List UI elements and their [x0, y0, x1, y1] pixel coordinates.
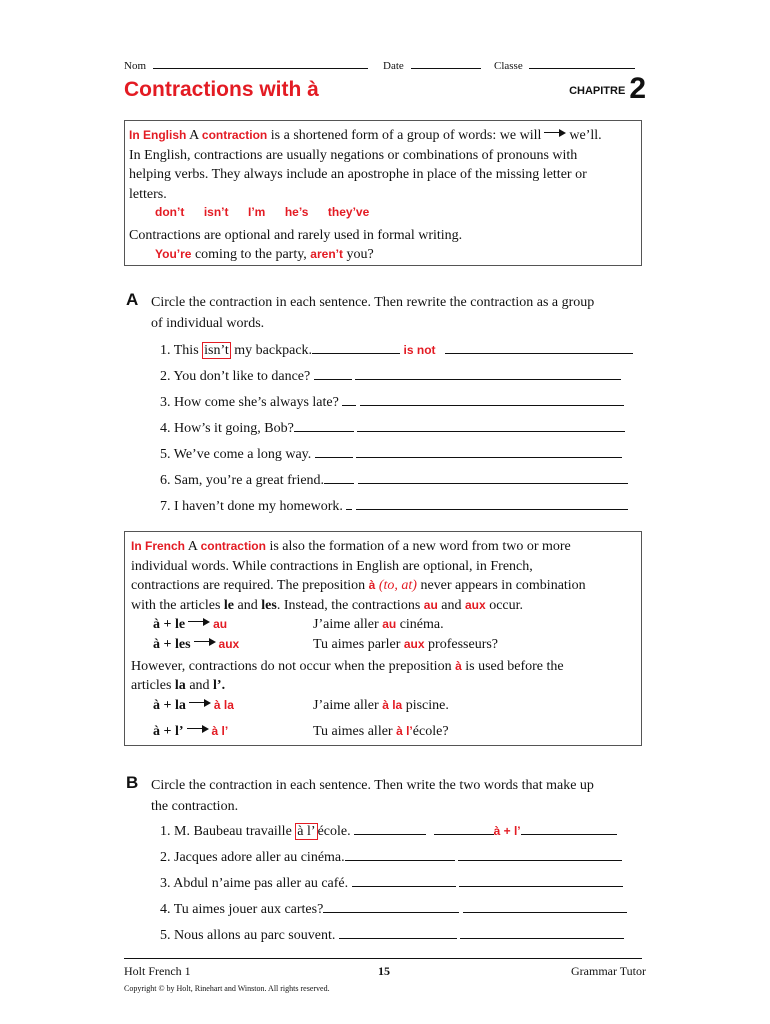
question-text: 4. Tu aimes jouer aux cartes? [160, 902, 324, 917]
text: J’aime aller [313, 697, 379, 713]
question-text: 3. How come she’s always late? [160, 395, 339, 410]
contraction-aux: aux [465, 597, 486, 612]
arrow-icon [189, 699, 211, 707]
french-line-3 [131, 576, 635, 596]
article-le: le [223, 597, 235, 613]
question-b5 [160, 924, 624, 944]
arrow-icon [194, 638, 216, 646]
question-text: 2. You don’t like to dance? [160, 369, 311, 384]
rule-example [313, 722, 449, 742]
question-text: 2. Jacques adore aller au cinéma. [160, 850, 345, 865]
question-a5 [160, 443, 622, 463]
answer-line[interactable] [345, 846, 455, 861]
french-text1: is also the formation of a new word from two or more [269, 539, 571, 554]
example-youre: You’re [155, 247, 192, 261]
answer-line[interactable] [346, 495, 352, 510]
rule-row-2 [131, 635, 635, 657]
class-line[interactable] [529, 54, 635, 69]
section-b-instr-1: Circle the contraction in each sentence. Then write the two words that make up [151, 778, 594, 793]
copyright: Copyright © by Holt, Rinehart and Winston. All rights reserved. [124, 984, 330, 993]
question-text: 6. Sam, you’re a great friend. [160, 473, 325, 488]
section-a-instructions [151, 292, 594, 334]
text: and [237, 597, 258, 613]
text: However, contractions do not occur when the preposition [131, 658, 452, 674]
text: piscine. [405, 697, 449, 713]
example-word: he’s [284, 205, 309, 219]
answer-line[interactable] [360, 391, 624, 406]
answer-line[interactable] [357, 417, 625, 432]
french-label: In French [131, 539, 186, 553]
question-b1 [160, 820, 617, 840]
rule-left [153, 696, 234, 716]
example-end: you? [346, 247, 374, 262]
answer-line[interactable] [324, 469, 354, 484]
chapter-label: CHAPITRE [569, 85, 626, 97]
rule-result: au [213, 617, 228, 631]
english-example-sentence [129, 245, 637, 265]
question-b3 [160, 872, 623, 892]
preposition-gloss: (to, at) [378, 578, 417, 593]
french-line-5 [131, 657, 635, 677]
answer-line[interactable] [355, 365, 621, 380]
rule-formula: à + les [153, 636, 191, 652]
answer-line[interactable] [445, 339, 633, 354]
question-text: 5. We’ve come a long way. [160, 447, 312, 462]
class-field [494, 54, 635, 72]
article-les: les [261, 597, 277, 613]
question-text: 7. I haven’t done my homework. [160, 499, 343, 514]
english-info-box [124, 120, 642, 266]
rule-row-4 [131, 722, 635, 742]
french-line-6: articles la and l’. [131, 678, 226, 693]
english-line-1 [129, 126, 637, 146]
french-info-box [124, 531, 642, 746]
question-text: école. [317, 824, 351, 839]
text: is used before the [465, 658, 564, 674]
section-b-instr-2: the contraction. [151, 799, 239, 814]
answer-line[interactable] [315, 443, 353, 458]
answer-line[interactable] [342, 391, 356, 406]
answer-line[interactable] [312, 339, 400, 354]
highlight: aux [403, 636, 425, 651]
english-label: In English [129, 128, 187, 142]
rule-formula: à + l’ [153, 723, 184, 739]
preposition: à [455, 658, 462, 673]
circled-contraction[interactable]: isn’t [204, 343, 229, 358]
text: J’aime aller [313, 617, 379, 632]
question-text: my backpack. [234, 343, 313, 358]
answer-line[interactable] [521, 820, 617, 835]
text: . Instead, the contractions [276, 597, 421, 613]
answer-line[interactable] [358, 469, 628, 484]
text: and [189, 678, 210, 693]
highlight: à l’ [396, 723, 413, 738]
rule-result: aux [218, 636, 240, 651]
date-label: Date [383, 60, 404, 72]
arrow-icon [544, 129, 566, 137]
article-l: l’ [213, 678, 222, 693]
page-number: 15 [378, 964, 390, 978]
french-line-1 [131, 537, 635, 557]
footer-book: Holt French 1 [124, 964, 191, 978]
rule-formula: à + la [153, 697, 186, 713]
article-la: la [174, 678, 186, 693]
text: with the articles [131, 597, 221, 613]
english-text1: is a shortened form of a group of words: we will [270, 128, 542, 143]
answer-text: à + l’ [493, 824, 521, 838]
highlight: au [382, 617, 397, 631]
footer-title: Grammar Tutor [571, 964, 646, 978]
text: cinéma. [399, 617, 444, 632]
text: contractions are required. The preposition [131, 578, 366, 593]
answer-line[interactable] [460, 924, 624, 939]
answer-line[interactable] [352, 872, 456, 887]
section-a-letter: A [126, 290, 139, 309]
section-b-instructions [151, 775, 594, 817]
french-term: contraction [200, 539, 266, 553]
class-label: Classe [494, 60, 523, 72]
rule-row-1 [131, 615, 635, 635]
chapter-number: 2 [629, 72, 646, 105]
page-title: Contractions with à [124, 78, 319, 101]
answer-line[interactable] [459, 872, 623, 887]
preposition: à [368, 578, 376, 592]
section-a-instr-1: Circle the contraction in each sentence. Then rewrite the contraction as a group [151, 295, 595, 310]
example-arent: aren’t [310, 247, 343, 261]
english-text1-end: we’ll. [569, 128, 602, 143]
answer-line[interactable] [323, 898, 459, 913]
answer-line[interactable] [354, 820, 426, 835]
text: never appears in combination [420, 578, 586, 593]
text: école? [412, 723, 449, 739]
rule-left [153, 722, 228, 742]
rule-example [313, 635, 498, 655]
name-field [124, 54, 368, 72]
date-field [383, 54, 481, 72]
example-word: they’ve [327, 205, 370, 219]
text: professeurs? [428, 636, 499, 652]
question-a2 [160, 365, 621, 385]
highlight: à la [382, 697, 403, 712]
question-b4 [160, 898, 627, 918]
answer-line[interactable] [294, 417, 354, 432]
example-mid: coming to the party, [194, 247, 307, 262]
chapter-heading [569, 72, 646, 106]
name-label: Nom [124, 60, 146, 72]
answer-line[interactable] [434, 820, 494, 835]
name-line[interactable] [153, 54, 368, 69]
text: Tu aimes parler [313, 636, 401, 652]
answer-line[interactable] [463, 898, 627, 913]
answer-line[interactable] [339, 924, 457, 939]
question-text: 1. M. Baubeau travaille [160, 824, 292, 839]
question-text: 3. Abdul n’aime pas aller au café. [160, 876, 349, 891]
question-text: 1. This [160, 343, 199, 358]
rule-row-3 [131, 696, 635, 722]
question-a4 [160, 417, 625, 437]
question-a1 [160, 339, 633, 359]
french-a: A [187, 539, 198, 554]
rule-formula: à + le [153, 617, 186, 632]
answer-line[interactable] [356, 495, 628, 510]
english-line-4: letters. [129, 186, 167, 202]
example-word: isn’t [203, 205, 229, 219]
rule-example [313, 615, 444, 635]
english-term: contraction [201, 128, 268, 142]
footer-rule [124, 958, 642, 959]
answer-line[interactable] [356, 443, 622, 458]
text: Tu aimes aller [313, 723, 393, 739]
section-b-letter: B [126, 773, 139, 792]
contraction-au: au [423, 597, 438, 612]
question-text: 4. How’s it going, Bob? [160, 421, 294, 436]
french-line-4 [131, 596, 635, 616]
english-a: A [189, 128, 199, 143]
rule-example [313, 696, 449, 716]
rule-left [153, 615, 227, 635]
question-a3 [160, 391, 624, 411]
english-line-3: helping verbs. They always include an apostrophe in place of the missing letter or [129, 167, 587, 182]
english-examples [129, 203, 637, 223]
question-text: 5. Nous allons au parc souvent. [160, 928, 336, 943]
english-line-2: In English, contractions are usually negations or combinations of pronouns with [129, 147, 578, 163]
question-a6 [160, 469, 628, 489]
section-a-instr-2: of individual words. [151, 316, 265, 331]
arrow-icon [187, 725, 209, 733]
question-b2 [160, 846, 622, 866]
rule-left [153, 635, 239, 655]
answer-line[interactable] [314, 365, 352, 380]
french-line-2: individual words. While contractions in English are optional, in French, [131, 558, 533, 574]
arrow-icon [188, 618, 210, 626]
answer-text: is not [403, 343, 436, 357]
question-a7 [160, 495, 628, 515]
text: occur. [489, 597, 524, 613]
example-word: I’m [248, 205, 266, 219]
rule-result: à la [213, 697, 234, 712]
rule-result: à l’ [211, 723, 229, 738]
date-line[interactable] [411, 54, 481, 69]
english-line-5: Contractions are optional and rarely used in formal writing. [129, 227, 463, 243]
answer-line[interactable] [458, 846, 622, 861]
text: articles [131, 678, 172, 693]
text: and [441, 597, 462, 613]
circled-contraction[interactable]: à l’ [297, 824, 316, 839]
example-word: don’t [155, 205, 185, 219]
